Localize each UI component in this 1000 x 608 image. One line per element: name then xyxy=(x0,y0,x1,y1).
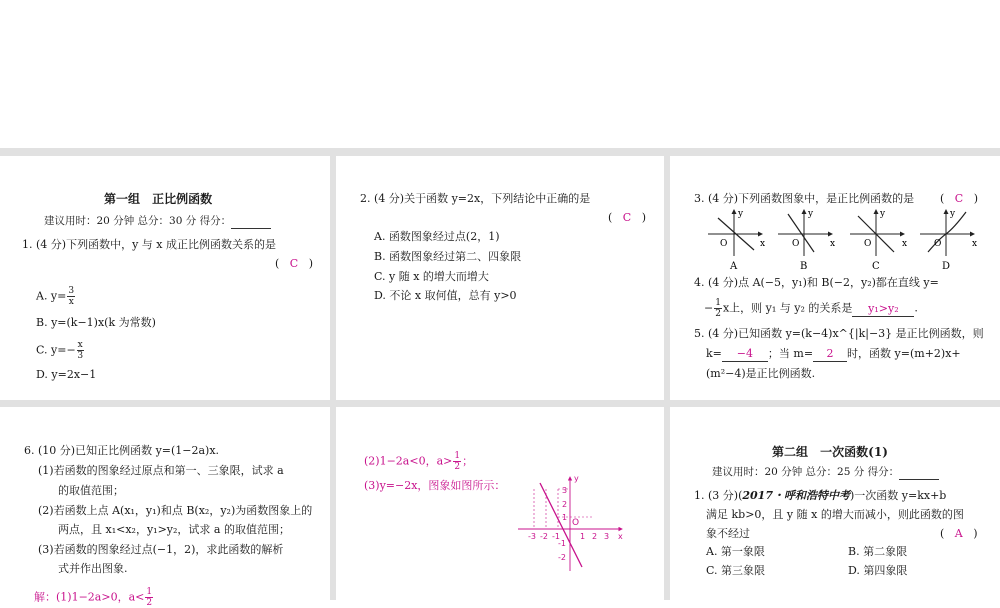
solution-origin: O xyxy=(572,518,580,528)
q5-line3: (m²−4)是正比例函数. xyxy=(706,367,816,380)
x-tick-label: 1 xyxy=(580,532,586,541)
q6-sub2-line2: 两点，且 x₁<x₂，y₁>y₂，试求 a 的取值范围； xyxy=(58,523,290,536)
panel-q6-solution xyxy=(336,407,664,600)
denominator: 2 xyxy=(146,598,153,608)
graph-label-a: A xyxy=(730,261,738,272)
q1-line2: 满足 kb>0，且 y 随 x 的增大而减小，则此函数的图 xyxy=(706,508,964,521)
option-c-prefix: C. y=− xyxy=(36,343,76,357)
q1-answer-paren: ( A ) xyxy=(940,527,978,540)
q5-line2-end: 时，函数 y=(m+2)x+ xyxy=(847,347,961,360)
q5-m-answer: 2 xyxy=(813,347,847,362)
denominator: 3 xyxy=(77,351,84,361)
q4-line2-text: x上，则 y₁ 与 y₂ 的关系是 xyxy=(722,301,853,315)
q6-sub1-line1: (1)若函数的图象经过原点和第一、三象限，试求 a xyxy=(38,464,284,477)
q3-answer-paren: ( C ) xyxy=(940,192,978,205)
panel-group1-q1 xyxy=(0,156,330,400)
x-tick-label: -1 xyxy=(552,532,560,541)
q1-answer: C xyxy=(289,257,299,270)
k-prefix: k= xyxy=(706,347,722,360)
q2-answer-paren: ( C ) xyxy=(608,211,646,224)
q4-line2 xyxy=(704,298,918,319)
fraction xyxy=(453,451,461,472)
section-title: 第一组 正比例函数 xyxy=(104,192,213,206)
q5-line2 xyxy=(706,347,961,362)
q1-line3: 象不经过 xyxy=(706,527,750,540)
m-prefix: ；当 m= xyxy=(767,347,814,360)
score-blank[interactable] xyxy=(899,465,939,480)
x-tick-label: -2 xyxy=(540,532,548,541)
minus-sign: − xyxy=(704,301,714,315)
section-info-text: 建议用时：20 分钟 总分：25 分 得分： xyxy=(712,466,900,478)
q5-k-answer: −4 xyxy=(722,347,768,362)
solution-line2 xyxy=(364,451,473,472)
q3-answer: C xyxy=(954,192,964,205)
fraction xyxy=(145,587,153,608)
graph-option-b[interactable] xyxy=(778,209,835,272)
q6-sub1-line2: 的取值范围； xyxy=(58,484,124,497)
q1-option-a: A. 第一象限 xyxy=(706,545,765,558)
q2-option-c: C. y 随 x 的增大而增大 xyxy=(374,270,489,283)
period: . xyxy=(914,301,918,315)
solution-line3: (3)y=−2x，图象如图所示： xyxy=(364,479,506,492)
q2-answer: C xyxy=(622,211,632,224)
paren-left: ( xyxy=(275,257,280,270)
graph-b-y-label: y xyxy=(808,209,814,219)
q6-solution-line1 xyxy=(34,587,154,608)
option-a-prefix: A. y= xyxy=(36,289,67,303)
x-tick-label: 2 xyxy=(592,532,598,541)
q4-answer: y₁>y₂ xyxy=(852,302,914,317)
score-blank[interactable] xyxy=(231,214,271,229)
q1-option-a xyxy=(36,286,76,307)
graph-a-x-label: x xyxy=(760,239,766,249)
q6-stem: 6. (10 分)已知正比例函数 y=(1−2a)x. xyxy=(24,444,220,457)
q1-option-c xyxy=(36,340,85,361)
y-tick-label: 1 xyxy=(562,513,568,522)
q2-stem: 2. (4 分)关于函数 y=2x，下列结论中正确的是 xyxy=(360,192,591,205)
numerator: 3 xyxy=(68,286,75,296)
graph-d-y-label: y xyxy=(950,209,956,219)
q3-stem: 3. (4 分)下列函数图象中，是正比例函数的是 xyxy=(694,192,915,205)
q6-sub2-line1: (2)若函数上点 A(x₁，y₁)和点 B(x₂，y₂)为函数图象上的 xyxy=(38,504,313,517)
q2-option-a: A. 函数图象经过点(2，1) xyxy=(374,230,500,243)
solution-text: 解：(1)1−2a>0，a< xyxy=(34,590,145,604)
numerator: x xyxy=(77,340,83,350)
q1-line1-end: )一次函数 y=kx+b xyxy=(850,489,947,502)
section-info-text: 建议用时：20 分钟 总分：30 分 得分： xyxy=(44,215,232,227)
q1-prefix: 1. (3 分)( xyxy=(694,489,743,502)
frame-bar-top xyxy=(0,148,1000,156)
graph-option-a[interactable] xyxy=(708,209,765,272)
section-info xyxy=(712,465,939,480)
graph-a-y-label: y xyxy=(738,209,744,219)
panel-q3-q5 xyxy=(670,156,1000,400)
q1-option-d: D. y=2x−1 xyxy=(36,368,97,381)
y-tick-label: 3 xyxy=(562,486,568,495)
q2-option-b: B. 函数图象经过第二、四象限 xyxy=(374,250,522,263)
panel-q6 xyxy=(0,407,330,608)
q2-option-d: D. 不论 x 取何值，总有 y>0 xyxy=(374,289,517,302)
q1-option-b: B. 第二象限 xyxy=(848,545,908,558)
graph-label-c: C xyxy=(872,261,880,272)
graph-label-d: D xyxy=(942,261,951,272)
q6-sub3-line1: (3)若函数的图象经过点(−1，2)，求此函数的解析 xyxy=(38,543,284,556)
q1-stem: 1. (4 分)下列函数中，y 与 x 成正比例函数关系的是 xyxy=(22,238,276,251)
graph-b-origin: O xyxy=(792,239,800,249)
denominator: 2 xyxy=(715,309,721,319)
semicolon: ； xyxy=(462,454,474,468)
denominator: x xyxy=(68,297,74,307)
q1-answer: A xyxy=(954,527,963,540)
graph-d-origin: O xyxy=(934,239,942,249)
solution-grid xyxy=(534,489,594,529)
graph-c-y-label: y xyxy=(880,209,886,219)
q3-graph-options xyxy=(670,206,1000,272)
fraction xyxy=(77,340,84,361)
panel-group2-q1 xyxy=(670,407,1000,600)
graph-label-b: B xyxy=(800,261,808,272)
solution-line2-text: (2)1−2a<0，a> xyxy=(364,454,453,468)
q1-option-b: B. y=(k−1)x(k 为常数) xyxy=(36,316,156,329)
numerator: 1 xyxy=(454,451,461,461)
q6-sub3-line2: 式并作出图象. xyxy=(58,562,128,575)
solution-graph xyxy=(514,467,654,577)
denominator: 2 xyxy=(454,462,461,472)
x-tick-label: -3 xyxy=(528,532,536,541)
panel-q2 xyxy=(336,156,664,400)
numerator: 1 xyxy=(146,587,153,597)
fraction xyxy=(67,286,75,307)
y-tick-label: -1 xyxy=(558,539,566,548)
graph-option-d[interactable] xyxy=(920,209,977,272)
q1-source: 2017・呼和浩特中考 xyxy=(742,489,850,502)
q1-answer-paren xyxy=(275,257,313,271)
graph-c-x-label: x xyxy=(902,239,908,249)
section-info xyxy=(44,214,271,229)
graph-a-origin: O xyxy=(720,239,728,249)
x-tick-label: 3 xyxy=(604,532,610,541)
graph-c-origin: O xyxy=(864,239,872,249)
frame-bar-middle xyxy=(0,400,1000,407)
section-title: 第二组 一次函数(1) xyxy=(772,445,888,459)
q1-option-c: C. 第三象限 xyxy=(706,564,766,577)
graph-option-c[interactable] xyxy=(850,209,907,272)
y-tick-label: -2 xyxy=(558,553,566,562)
q5-line1: 5. (4 分)已知函数 y=(k−4)x^{|k|−3} 是正比例函数，则 xyxy=(694,327,984,340)
q4-line1: 4. (4 分)点 A(−5，y₁)和 B(−2，y₂)都在直线 y= xyxy=(694,276,939,289)
graph-d-x-label: x xyxy=(972,239,978,249)
solution-y-label: y xyxy=(574,474,579,483)
fraction xyxy=(714,298,722,319)
solution-x-label: x xyxy=(618,532,623,541)
q1-option-d: D. 第四象限 xyxy=(848,564,908,577)
paren-right: ) xyxy=(308,257,314,270)
q1-line1 xyxy=(694,489,946,503)
y-tick-label: 2 xyxy=(562,500,568,509)
graph-b-x-label: x xyxy=(830,239,836,249)
numerator: 1 xyxy=(715,298,721,308)
